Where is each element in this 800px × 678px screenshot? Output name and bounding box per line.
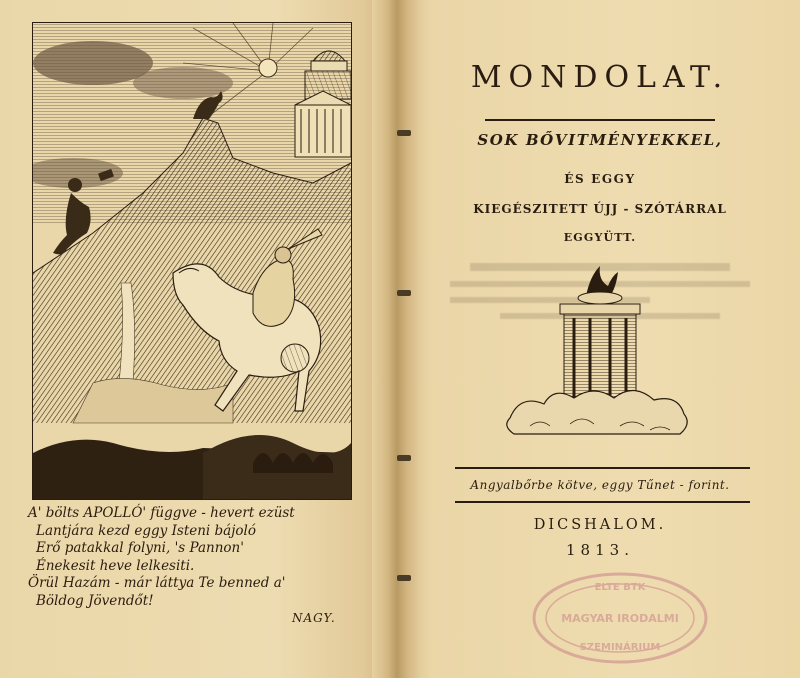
temple-vignette: [500, 258, 700, 458]
library-stamp: [530, 570, 710, 666]
verse-signature: NAGY.: [292, 611, 336, 625]
binding-stitch: [397, 290, 411, 296]
verse-line: Böldog Jövendőt!: [36, 592, 154, 609]
price-line: Angyalbőrbe kötve, eggy Tűnet - forint.: [470, 478, 730, 492]
verse-line: A' bölts APOLLÓ' függve - hevert ezüst: [28, 505, 295, 521]
frontispiece-engraving: [32, 22, 352, 500]
binding-stitch: [397, 130, 411, 136]
verse-line: Örül Hazám - már láttya Te benned a': [28, 575, 286, 591]
imprint-place: DICSHALOM.: [533, 517, 667, 533]
subtitle-line: KIEGÉSZITETT ÚJJ - SZÓTÁRRAL: [473, 202, 727, 216]
imprint-year: 1813.: [566, 541, 634, 559]
page-title: MONDOLAT.: [470, 60, 730, 95]
binding-stitch: [397, 455, 411, 461]
subtitle-line: EGGYÜTT.: [563, 231, 637, 244]
stamp-line-2: MAGYAR IRODALMI: [561, 612, 679, 625]
binding-stitch: [397, 575, 411, 581]
title-rule: [485, 119, 715, 121]
subtitle-line: ÉS EGGY: [564, 172, 636, 186]
subtitle-line: SOK BŐVITMÉNYEKKEL,: [477, 131, 723, 149]
price-rule-top: [455, 467, 750, 469]
stamp-line-3: SZEMINÁRIUM: [579, 642, 661, 653]
verse-line: Erő patakkal folyni, 's Pannon': [36, 540, 244, 556]
stamp-line-1: ELTE BTK: [594, 582, 646, 593]
price-rule-bottom: [455, 501, 750, 503]
frontispiece-verse: [28, 505, 368, 610]
verse-line: Lantjára kezd eggy Isteni bájoló: [36, 522, 256, 539]
verse-line: Énekesit heve lelkesiti.: [36, 557, 195, 574]
